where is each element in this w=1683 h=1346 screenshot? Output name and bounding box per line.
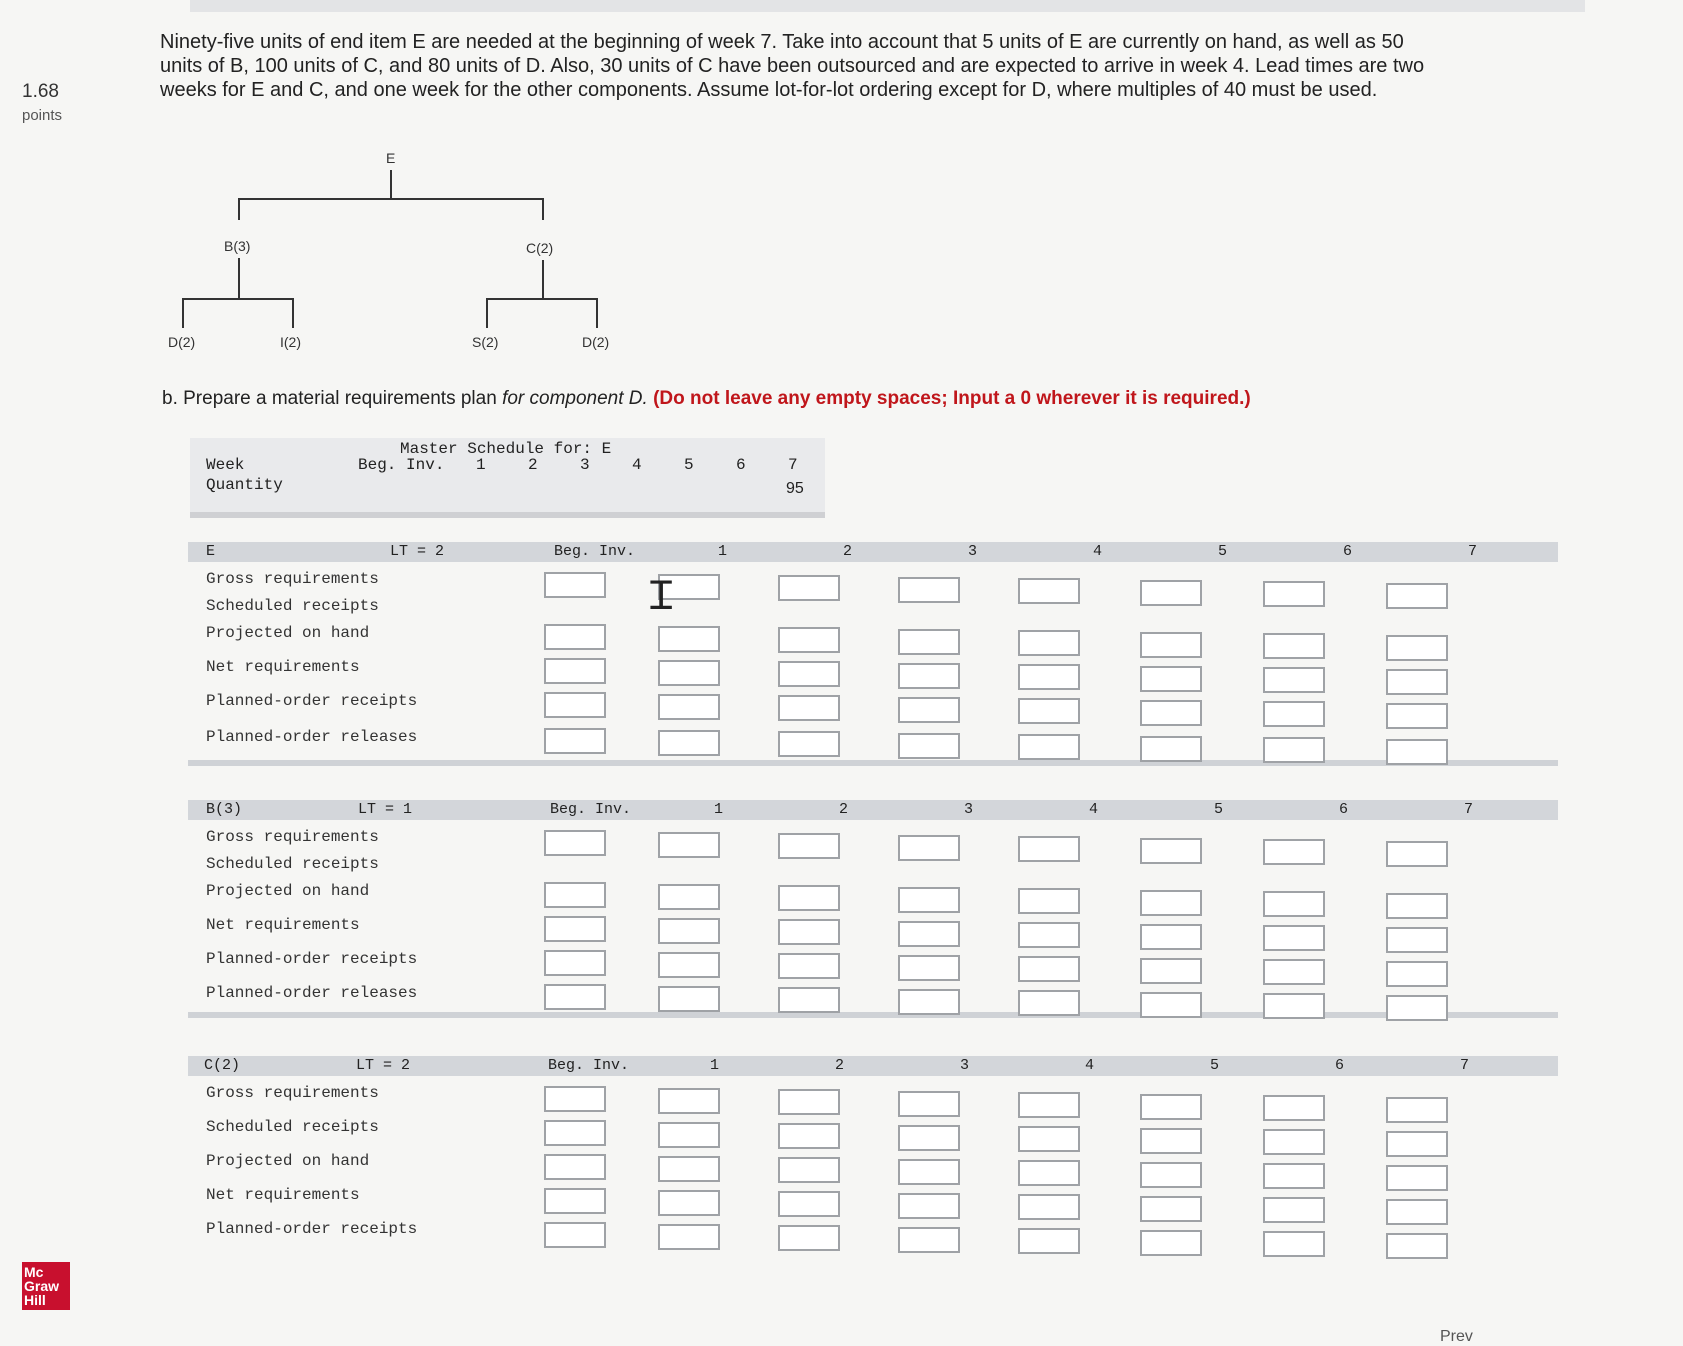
mrp-e-input-r3-c0[interactable] <box>544 692 606 718</box>
mrp-e-col-2: 2 <box>843 543 853 560</box>
mrp-c-input-r2-c4[interactable] <box>1018 1160 1080 1186</box>
mrp-c-input-r4-c4[interactable] <box>1018 1228 1080 1254</box>
mrp-c-input-r0-c6[interactable] <box>1263 1095 1325 1121</box>
mrp-e-input-r4-c5[interactable] <box>1140 736 1202 762</box>
part-b-instructions <box>162 388 1251 410</box>
tree-node-d-under-b: D(2) <box>168 334 196 350</box>
mrp-e-row-scheduled: Scheduled receipts <box>206 597 379 615</box>
mrp-c-input-r2-c0[interactable] <box>544 1154 606 1180</box>
ms-week-1: 1 <box>476 456 486 474</box>
mrp-e-col-5: 5 <box>1218 543 1228 560</box>
mrp-b-col-5: 5 <box>1214 801 1224 818</box>
mrp-b-input-r0-c3[interactable] <box>898 835 960 861</box>
mrp-e-input-r3-c5[interactable] <box>1140 700 1202 726</box>
tree-node-d-under-c: D(2) <box>582 334 610 350</box>
tree-node-b: B(3) <box>224 238 251 254</box>
mrp-c-input-r2-c1[interactable] <box>658 1156 720 1182</box>
mrp-c-input-r0-c5[interactable] <box>1140 1094 1202 1120</box>
mrp-e-input-r4-c2[interactable] <box>778 731 840 757</box>
mrp-table-b <box>188 800 1558 1026</box>
mrp-e-input-r4-c1[interactable] <box>658 730 720 756</box>
mrp-b-input-r4-c2[interactable] <box>778 987 840 1013</box>
mrp-e-col-3: 3 <box>968 543 978 560</box>
mrp-b-input-r2-c2[interactable] <box>778 919 840 945</box>
mrp-c-input-r0-c7[interactable] <box>1386 1097 1448 1123</box>
mrp-c-input-r3-c7[interactable] <box>1386 1199 1448 1225</box>
mrp-c-row-gross: Gross requirements <box>206 1084 379 1102</box>
mrp-e-input-r2-c4[interactable] <box>1018 664 1080 690</box>
logo-line-1: Mc <box>24 1264 44 1280</box>
master-schedule <box>190 438 825 518</box>
mrp-b-input-r0-c7[interactable] <box>1386 841 1448 867</box>
mrp-b-input-r1-c2[interactable] <box>778 885 840 911</box>
top-rule <box>190 0 1585 12</box>
master-schedule-title: Master Schedule for: E <box>400 440 612 458</box>
mrp-e-header <box>188 542 1558 562</box>
mrp-b-input-r3-c5[interactable] <box>1140 958 1202 984</box>
mrp-c-col-beg: Beg. Inv. <box>548 1057 630 1074</box>
mrp-b-col-2: 2 <box>839 801 849 818</box>
mrp-c-col-3: 3 <box>960 1057 970 1074</box>
mrp-b-input-r2-c7[interactable] <box>1386 927 1448 953</box>
mrp-e-col-beg: Beg. Inv. <box>554 543 636 560</box>
mrp-e-input-r4-c3[interactable] <box>898 733 960 759</box>
mrp-b-input-r4-c3[interactable] <box>898 989 960 1015</box>
mrp-c-input-r4-c0[interactable] <box>544 1222 606 1248</box>
mrp-c-input-r1-c5[interactable] <box>1140 1128 1202 1154</box>
mrp-c-row-scheduled: Scheduled receipts <box>206 1118 379 1136</box>
mrp-b-row-gross: Gross requirements <box>206 828 379 846</box>
mrp-c-lt: LT = 2 <box>356 1057 411 1074</box>
mrp-e-input-r4-c0[interactable] <box>544 728 606 754</box>
mrp-c-input-r1-c7[interactable] <box>1386 1131 1448 1157</box>
mrp-e-input-r3-c7[interactable] <box>1386 703 1448 729</box>
mrp-b-input-r3-c0[interactable] <box>544 950 606 976</box>
mrp-b-input-r4-c7[interactable] <box>1386 995 1448 1021</box>
mrp-e-item: E <box>206 543 216 560</box>
mrp-b-input-r4-c1[interactable] <box>658 986 720 1012</box>
ms-week-7: 7 <box>788 456 798 474</box>
mrp-e-col-7: 7 <box>1468 543 1478 560</box>
mrp-c-input-r2-c7[interactable] <box>1386 1165 1448 1191</box>
tree-node-c: C(2) <box>526 240 554 256</box>
mrp-e-input-r2-c1[interactable] <box>658 660 720 686</box>
points-value: 1.68 <box>22 81 59 102</box>
mrp-e-input-r0-c7[interactable] <box>1386 583 1448 609</box>
mrp-c-item: C(2) <box>204 1057 241 1074</box>
mrp-b-input-r1-c3[interactable] <box>898 887 960 913</box>
mrp-c-col-4: 4 <box>1085 1057 1095 1074</box>
mrp-b-input-r3-c6[interactable] <box>1263 959 1325 985</box>
tree-node-i: I(2) <box>280 334 301 350</box>
mrp-c-input-r1-c6[interactable] <box>1263 1129 1325 1155</box>
mrp-e-input-r1-c1[interactable] <box>658 626 720 652</box>
mrp-b-input-r0-c5[interactable] <box>1140 838 1202 864</box>
mrp-b-input-r3-c3[interactable] <box>898 955 960 981</box>
ms-week-5: 5 <box>684 456 694 474</box>
mrp-c-input-r4-c3[interactable] <box>898 1227 960 1253</box>
tree-node-s: S(2) <box>472 334 499 350</box>
mrp-c-input-r2-c5[interactable] <box>1140 1162 1202 1188</box>
mrp-b-input-r3-c7[interactable] <box>1386 961 1448 987</box>
mrp-e-input-r0-c4[interactable] <box>1018 578 1080 604</box>
mrp-b-input-r2-c0[interactable] <box>544 916 606 942</box>
part-b-component: for component D. <box>502 388 648 409</box>
mrp-e-row-por: Planned-order receipts <box>206 692 418 710</box>
mrp-b-input-r4-c4[interactable] <box>1018 990 1080 1016</box>
mrp-c-input-r4-c1[interactable] <box>658 1224 720 1250</box>
part-b-prefix: b. Prepare a material requirements plan <box>162 388 503 409</box>
text-cursor-icon: Ɪ <box>650 573 673 619</box>
mrp-e-input-r4-c6[interactable] <box>1263 737 1325 763</box>
mrp-b-input-r4-c6[interactable] <box>1263 993 1325 1019</box>
problem-statement: Ninety-five units of end item E are needed at the beginning of week 7. Take into account that 5 units of E are currently on hand, as well as 50 units of B, 100 units of C, and 80 units of D. Also, 30 units of C have been outsourced and are expected to arrive in week 4. Lead times are two weeks for E and C, and one week for the other components. Assume lot-for-lot ordering except for D, where multiples of 40 must be used. <box>160 31 1425 101</box>
mrp-c-input-r2-c2[interactable] <box>778 1157 840 1183</box>
mrp-e-input-r2-c0[interactable] <box>544 658 606 684</box>
mrp-e-input-r0-c0[interactable] <box>544 572 606 598</box>
mrp-c-input-r2-c6[interactable] <box>1263 1163 1325 1189</box>
mrp-b-input-r3-c1[interactable] <box>658 952 720 978</box>
mrp-b-input-r0-c0[interactable] <box>544 830 606 856</box>
mrp-e-input-r4-c4[interactable] <box>1018 734 1080 760</box>
mrp-b-input-r0-c6[interactable] <box>1263 839 1325 865</box>
mrp-e-input-r3-c6[interactable] <box>1263 701 1325 727</box>
mrp-b-input-r2-c6[interactable] <box>1263 925 1325 951</box>
mrp-e-row-porel: Planned-order releases <box>206 728 418 746</box>
mrp-b-input-r3-c2[interactable] <box>778 953 840 979</box>
mrp-b-input-r1-c1[interactable] <box>658 884 720 910</box>
mrp-e-input-r3-c3[interactable] <box>898 697 960 723</box>
mrp-e-input-r1-c5[interactable] <box>1140 632 1202 658</box>
mrp-c-input-r0-c1[interactable] <box>658 1088 720 1114</box>
ms-week-6: 6 <box>736 456 746 474</box>
mrp-b-col-6: 6 <box>1339 801 1349 818</box>
mrp-b-header <box>188 800 1558 820</box>
logo-line-3: Hill <box>24 1292 46 1308</box>
mrp-b-input-r2-c1[interactable] <box>658 918 720 944</box>
mrp-c-input-r3-c0[interactable] <box>544 1188 606 1214</box>
mrp-e-input-r3-c1[interactable] <box>658 694 720 720</box>
ms-week-2: 2 <box>528 456 538 474</box>
tree-node-e: E <box>386 150 396 166</box>
mrp-b-lt: LT = 1 <box>358 801 413 818</box>
mrp-e-lt: LT = 2 <box>390 543 445 560</box>
mrp-b-input-r2-c3[interactable] <box>898 921 960 947</box>
mrp-c-col-1: 1 <box>710 1057 720 1074</box>
mrp-b-row-scheduled: Scheduled receipts <box>206 855 379 873</box>
mrp-c-input-r4-c2[interactable] <box>778 1225 840 1251</box>
points-label: points <box>22 107 63 124</box>
mrp-c-input-r0-c3[interactable] <box>898 1091 960 1117</box>
mrp-c-col-2: 2 <box>835 1057 845 1074</box>
mrp-e-input-r1-c4[interactable] <box>1018 630 1080 656</box>
mrp-e-input-r4-c7[interactable] <box>1386 739 1448 765</box>
mrp-b-input-r1-c4[interactable] <box>1018 888 1080 914</box>
mrp-c-input-r1-c3[interactable] <box>898 1125 960 1151</box>
mrp-e-input-r0-c2[interactable] <box>778 575 840 601</box>
ms-beg-inv: Beg. Inv. <box>358 456 445 474</box>
prev-link[interactable]: Prev <box>1440 1328 1473 1345</box>
mrp-e-input-r2-c6[interactable] <box>1263 667 1325 693</box>
mrp-b-row-porel: Planned-order releases <box>206 984 418 1002</box>
mrp-e-input-r1-c2[interactable] <box>778 627 840 653</box>
mrp-b-col-7: 7 <box>1464 801 1474 818</box>
mrp-b-row-por: Planned-order receipts <box>206 950 418 968</box>
ms-week-3: 3 <box>580 456 590 474</box>
mrp-b-input-r4-c0[interactable] <box>544 984 606 1010</box>
mrp-e-col-4: 4 <box>1093 543 1103 560</box>
logo-line-2: Graw <box>24 1278 60 1294</box>
mrp-c-input-r4-c7[interactable] <box>1386 1233 1448 1259</box>
mrp-c-row-por: Planned-order receipts <box>206 1220 418 1238</box>
mrp-e-input-r0-c3[interactable] <box>898 577 960 603</box>
mrp-e-input-r2-c3[interactable] <box>898 663 960 689</box>
mrp-c-input-r3-c5[interactable] <box>1140 1196 1202 1222</box>
mrp-table-c <box>188 1056 1558 1266</box>
mrp-c-input-r3-c1[interactable] <box>658 1190 720 1216</box>
mrp-b-input-r0-c2[interactable] <box>778 833 840 859</box>
mrp-b-row-projected: Projected on hand <box>206 882 370 900</box>
mcgraw-hill-logo <box>22 1262 70 1310</box>
mrp-b-input-r1-c0[interactable] <box>544 882 606 908</box>
mrp-e-col-1: 1 <box>718 543 728 560</box>
mrp-c-col-5: 5 <box>1210 1057 1220 1074</box>
points-indicator <box>22 80 62 128</box>
mrp-e-input-r1-c7[interactable] <box>1386 635 1448 661</box>
mrp-c-input-r3-c4[interactable] <box>1018 1194 1080 1220</box>
ms-week-4: 4 <box>632 456 642 474</box>
mrp-c-input-r4-c6[interactable] <box>1263 1231 1325 1257</box>
mrp-c-input-r0-c4[interactable] <box>1018 1092 1080 1118</box>
mrp-b-input-r1-c5[interactable] <box>1140 890 1202 916</box>
mrp-c-input-r0-c2[interactable] <box>778 1089 840 1115</box>
mrp-e-input-r2-c2[interactable] <box>778 661 840 687</box>
mrp-b-input-r1-c7[interactable] <box>1386 893 1448 919</box>
mrp-b-input-r1-c6[interactable] <box>1263 891 1325 917</box>
mrp-e-input-r1-c6[interactable] <box>1263 633 1325 659</box>
mrp-b-row-net: Net requirements <box>206 916 360 934</box>
mrp-b-item: B(3) <box>206 801 243 818</box>
mrp-c-row-net: Net requirements <box>206 1186 360 1204</box>
mrp-b-col-beg: Beg. Inv. <box>550 801 632 818</box>
mrp-b-col-1: 1 <box>714 801 724 818</box>
mrp-b-col-3: 3 <box>964 801 974 818</box>
mrp-e-input-r0-c5[interactable] <box>1140 580 1202 606</box>
mrp-b-input-r3-c4[interactable] <box>1018 956 1080 982</box>
mrp-c-input-r3-c2[interactable] <box>778 1191 840 1217</box>
mrp-e-input-r2-c7[interactable] <box>1386 669 1448 695</box>
mrp-c-input-r1-c0[interactable] <box>544 1120 606 1146</box>
mrp-c-col-6: 6 <box>1335 1057 1345 1074</box>
product-structure-tree <box>160 150 660 360</box>
mrp-e-input-r0-c6[interactable] <box>1263 581 1325 607</box>
mrp-c-input-r1-c4[interactable] <box>1018 1126 1080 1152</box>
mrp-c-header <box>188 1056 1558 1076</box>
mrp-e-row-gross: Gross requirements <box>206 570 379 588</box>
mrp-e-row-net: Net requirements <box>206 658 360 676</box>
mrp-c-col-7: 7 <box>1460 1057 1470 1074</box>
mrp-c-input-r1-c1[interactable] <box>658 1122 720 1148</box>
mrp-c-input-r3-c6[interactable] <box>1263 1197 1325 1223</box>
mrp-c-input-r1-c2[interactable] <box>778 1123 840 1149</box>
mrp-table-e <box>188 542 1558 772</box>
ms-quantity-week-7: 95 <box>786 480 804 497</box>
mrp-c-input-r0-c0[interactable] <box>544 1086 606 1112</box>
mrp-b-input-r2-c4[interactable] <box>1018 922 1080 948</box>
mrp-e-input-r1-c3[interactable] <box>898 629 960 655</box>
mrp-b-input-r0-c4[interactable] <box>1018 836 1080 862</box>
mrp-b-input-r2-c5[interactable] <box>1140 924 1202 950</box>
mrp-b-input-r0-c1[interactable] <box>658 832 720 858</box>
mrp-e-col-6: 6 <box>1343 543 1353 560</box>
mrp-e-row-projected: Projected on hand <box>206 624 370 642</box>
mrp-c-row-projected: Projected on hand <box>206 1152 370 1170</box>
mrp-c-input-r3-c3[interactable] <box>898 1193 960 1219</box>
mrp-e-input-r1-c0[interactable] <box>544 624 606 650</box>
mrp-e-input-r2-c5[interactable] <box>1140 666 1202 692</box>
mrp-e-input-r3-c4[interactable] <box>1018 698 1080 724</box>
mrp-e-input-r3-c2[interactable] <box>778 695 840 721</box>
week-label: Week <box>206 456 245 474</box>
part-b-required-note: (Do not leave any empty spaces; Input a 0 wherever it is required.) <box>647 388 1251 409</box>
quantity-label: Quantity <box>206 476 283 494</box>
mrp-c-input-r2-c3[interactable] <box>898 1159 960 1185</box>
mrp-b-col-4: 4 <box>1089 801 1099 818</box>
mrp-c-input-r4-c5[interactable] <box>1140 1230 1202 1256</box>
mrp-b-input-r4-c5[interactable] <box>1140 992 1202 1018</box>
